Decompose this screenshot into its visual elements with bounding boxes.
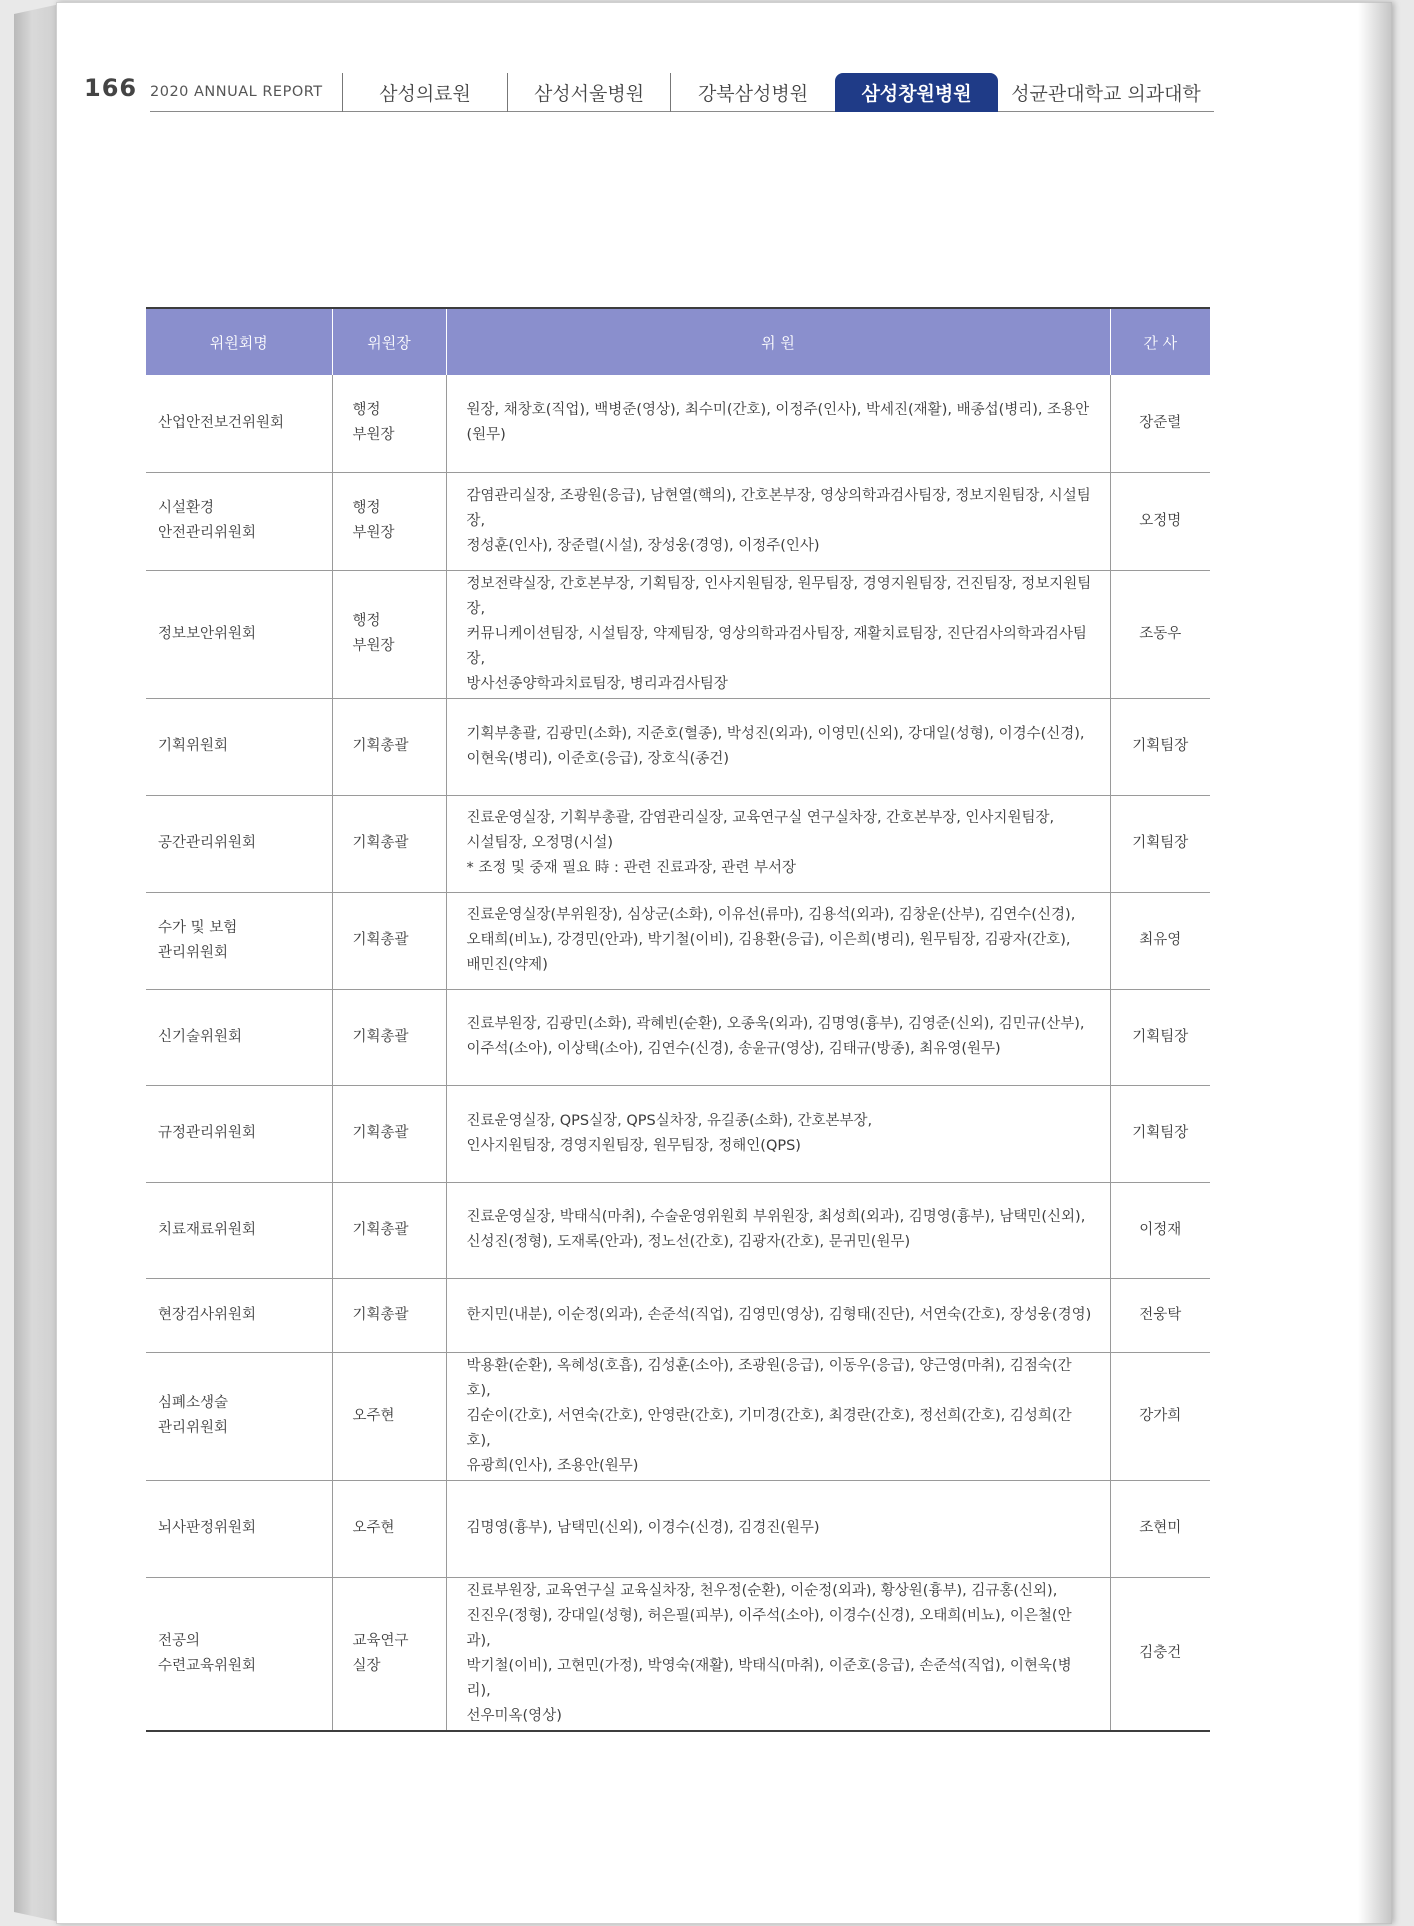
committee-chair: 오주현 xyxy=(332,1352,446,1480)
committee-members: 감염관리실장, 조광원(응급), 남현열(핵의), 간호본부장, 영상의학과검사팀장, 정보지원팀장, 시설팀장, 정성훈(인사), 장준렬(시설), 장성웅(경영), 이정주(인사) xyxy=(446,472,1110,570)
committee-members: 기획부총괄, 김광민(소화), 지준호(혈종), 박성진(외과), 이영민(신외), 강대일(성형), 이경수(신경), 이현욱(병리), 이준호(응급), 장호식(종건) xyxy=(446,698,1110,795)
committee-name: 공간관리위원회 xyxy=(146,795,332,892)
page-curl-shadow xyxy=(1358,2,1392,1924)
table-row xyxy=(146,1577,1210,1731)
report-title: 2020 ANNUAL REPORT xyxy=(150,84,323,100)
committee-secretary: 전웅탁 xyxy=(1110,1278,1210,1352)
committee-name: 신기술위원회 xyxy=(146,989,332,1085)
committee-chair: 기획총괄 xyxy=(332,892,446,989)
committee-chair: 기획총괄 xyxy=(332,795,446,892)
table-row xyxy=(146,1352,1210,1480)
committee-name: 수가 및 보험 관리위원회 xyxy=(146,892,332,989)
committee-secretary: 장준렬 xyxy=(1110,375,1210,472)
committee-name: 산업안전보건위원회 xyxy=(146,375,332,472)
tab-samsung-changwon-hospital[interactable]: 삼성창원병원 xyxy=(835,73,998,112)
committee-secretary: 기획팀장 xyxy=(1110,795,1210,892)
column-header-chair: 위원장 xyxy=(332,308,446,375)
committee-name: 심폐소생술 관리위원회 xyxy=(146,1352,332,1480)
tab-samsung-seoul-hospital[interactable]: 삼성서울병원 xyxy=(507,73,670,112)
committee-members: 김명영(흉부), 남택민(신외), 이경수(신경), 김경진(원무) xyxy=(446,1480,1110,1577)
committee-members: 진료운영실장, 기획부총괄, 감염관리실장, 교육연구실 연구실차장, 간호본부장, 인사지원팀장, 시설팀장, 오정명(시설) * 조정 및 중재 필요 時 : 관련 진료과장, 관련 부서장 xyxy=(446,795,1110,892)
column-header-members: 위 원 xyxy=(446,308,1110,375)
table-row xyxy=(146,1278,1210,1352)
committee-members: 원장, 채창호(직업), 백병준(영상), 최수미(간호), 이정주(인사), 박세진(재활), 배종섭(병리), 조용안(원무) xyxy=(446,375,1110,472)
committee-members: 진료부원장, 교육연구실 교육실차장, 천우정(순환), 이순정(외과), 황상원(흉부), 김규홍(신외), 진진우(정형), 강대일(성형), 허은필(피부), 이주석(소아), 이경수(신경), 오태희(비뇨), 이은철(안과), 박기철(이비), 고현민(가정), 박영숙(재활), 박태식(마취), 이준호(응급), 손준석(직업), 이현욱(병리), 선우미옥(영상) xyxy=(446,1577,1110,1731)
committee-secretary: 이정재 xyxy=(1110,1182,1210,1278)
committee-chair: 기획총괄 xyxy=(332,1085,446,1182)
committee-chair: 기획총괄 xyxy=(332,1182,446,1278)
column-header-committee: 위원회명 xyxy=(146,308,332,375)
committee-secretary: 기획팀장 xyxy=(1110,698,1210,795)
committee-members: 진료운영실장, QPS실장, QPS실차장, 유길종(소화), 간호본부장, 인사지원팀장, 경영지원팀장, 원무팀장, 정해인(QPS) xyxy=(446,1085,1110,1182)
tab-kangbuk-samsung-hospital[interactable]: 강북삼성병원 xyxy=(670,73,835,112)
committee-chair: 기획총괄 xyxy=(332,989,446,1085)
committee-secretary: 조동우 xyxy=(1110,570,1210,698)
committee-name: 규정관리위원회 xyxy=(146,1085,332,1182)
committee-secretary: 오정명 xyxy=(1110,472,1210,570)
committee-chair: 행정 부원장 xyxy=(332,472,446,570)
table-row xyxy=(146,472,1210,570)
committee-secretary: 최유영 xyxy=(1110,892,1210,989)
section-tabs xyxy=(342,73,1214,112)
book-spine-edge xyxy=(14,4,60,1922)
committee-secretary: 기획팀장 xyxy=(1110,1085,1210,1182)
committee-name: 시설환경 안전관리위원회 xyxy=(146,472,332,570)
table-row xyxy=(146,1480,1210,1577)
table-row xyxy=(146,1182,1210,1278)
committee-members: 진료운영실장, 박태식(마취), 수술운영위원회 부위원장, 최성희(외과), 김명영(흉부), 남택민(신외), 신성진(정형), 도재록(안과), 정노선(간호), 김광자(간호), 문귀민(원무) xyxy=(446,1182,1110,1278)
committee-chair: 교육연구 실장 xyxy=(332,1577,446,1731)
committee-name: 전공의 수련교육위원회 xyxy=(146,1577,332,1731)
column-header-secretary: 간 사 xyxy=(1110,308,1210,375)
committee-name: 현장검사위원회 xyxy=(146,1278,332,1352)
committee-secretary: 기획팀장 xyxy=(1110,989,1210,1085)
committee-name: 치료재료위원회 xyxy=(146,1182,332,1278)
committee-members: 진료부원장, 김광민(소화), 곽혜빈(순환), 오종욱(외과), 김명영(흉부), 김영준(신외), 김민규(산부), 이주석(소아), 이상택(소아), 김연수(신경), 송윤규(영상), 김태규(방종), 최유영(원무) xyxy=(446,989,1110,1085)
committee-members: 박용환(순환), 옥혜성(호흡), 김성훈(소아), 조광원(응급), 이동우(응급), 양근영(마취), 김점숙(간호), 김순이(간호), 서연숙(간호), 안영란(간호), 기미경(간호), 최경란(간호), 정선희(간호), 김성희(간호), 유광희(인사), 조용안(원무) xyxy=(446,1352,1110,1480)
table-row xyxy=(146,892,1210,989)
table-row xyxy=(146,375,1210,472)
committee-name: 정보보안위원회 xyxy=(146,570,332,698)
committee-secretary: 조현미 xyxy=(1110,1480,1210,1577)
table-row xyxy=(146,1085,1210,1182)
committee-members: 정보전략실장, 간호본부장, 기획팀장, 인사지원팀장, 원무팀장, 경영지원팀장, 건진팀장, 정보지원팀장, 커뮤니케이션팀장, 시설팀장, 약제팀장, 영상의학과검사팀장, 재활치료팀장, 진단검사의학과검사팀장, 방사선종양학과치료팀장, 병리과검사팀장 xyxy=(446,570,1110,698)
table-row xyxy=(146,989,1210,1085)
committee-table xyxy=(146,307,1210,1732)
tab-samsung-medical-center[interactable]: 삼성의료원 xyxy=(342,73,507,112)
committee-name: 기획위원회 xyxy=(146,698,332,795)
committee-chair: 행정 부원장 xyxy=(332,375,446,472)
committee-secretary: 강가희 xyxy=(1110,1352,1210,1480)
table-header-row xyxy=(146,308,1210,375)
table-row xyxy=(146,698,1210,795)
tab-skku-medical-school[interactable]: 성균관대학교 의과대학 xyxy=(1011,83,1201,105)
table-row xyxy=(146,570,1210,698)
committee-members: 한지민(내분), 이순정(외과), 손준석(직업), 김영민(영상), 김형태(진단), 서연숙(간호), 장성웅(경영) xyxy=(446,1278,1110,1352)
committee-chair: 기획총괄 xyxy=(332,1278,446,1352)
page-number: 166 xyxy=(84,74,138,102)
committee-chair: 오주현 xyxy=(332,1480,446,1577)
committee-chair: 기획총괄 xyxy=(332,698,446,795)
committee-chair: 행정 부원장 xyxy=(332,570,446,698)
committee-members: 진료운영실장(부위원장), 심상군(소화), 이유선(류마), 김용석(외과), 김창운(산부), 김연수(신경), 오태희(비뇨), 강경민(안과), 박기철(이비), 김용환(응급), 이은희(병리), 원무팀장, 김광자(간호), 배민진(약제) xyxy=(446,892,1110,989)
committee-secretary: 김충건 xyxy=(1110,1577,1210,1731)
table-row xyxy=(146,795,1210,892)
committee-name: 뇌사판정위원회 xyxy=(146,1480,332,1577)
